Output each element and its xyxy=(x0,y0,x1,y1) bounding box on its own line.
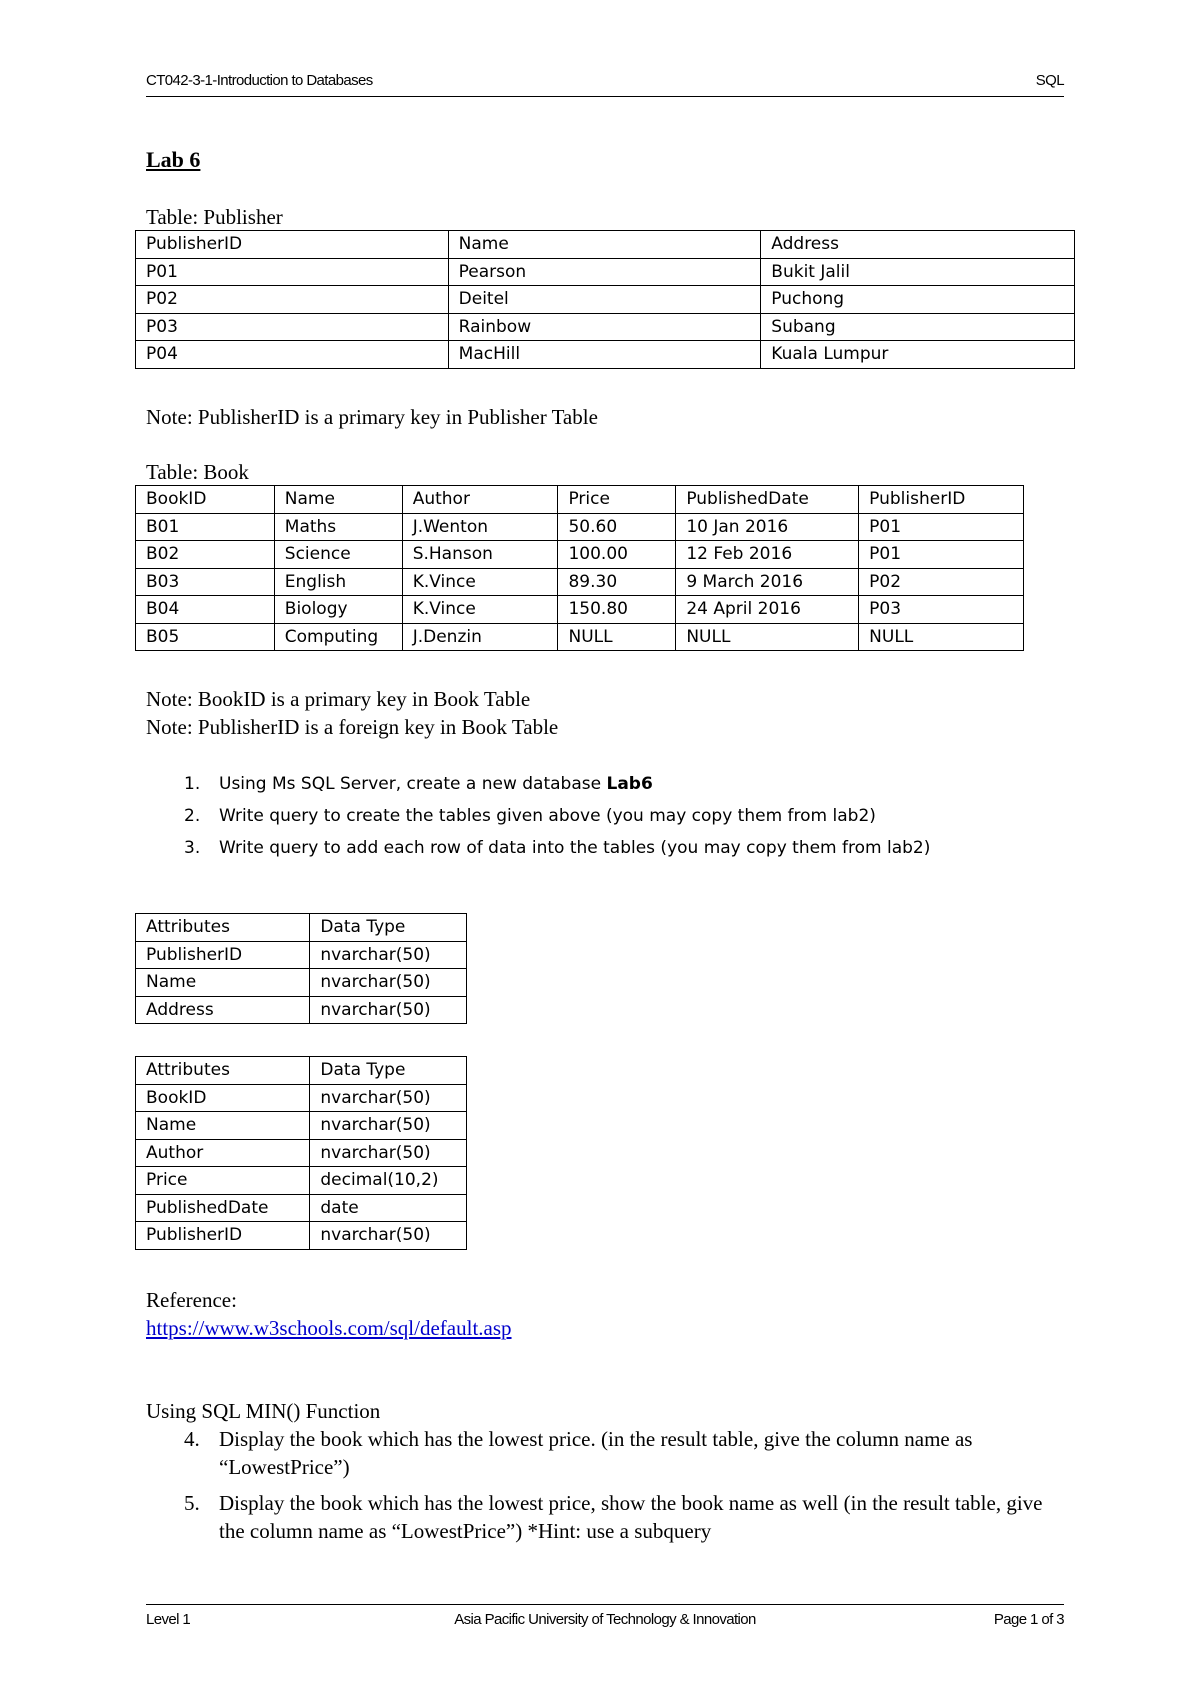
footer-institution: Asia Pacific University of Technology & Innovation xyxy=(454,1611,756,1628)
table-cell: Puchong xyxy=(761,286,1075,314)
table-cell: Computing xyxy=(274,623,402,651)
table-row xyxy=(136,541,1024,569)
table-cell: BookID xyxy=(136,1084,310,1112)
table-header-cell: Attributes xyxy=(136,1057,310,1085)
table-cell: 89.30 xyxy=(558,568,676,596)
table-cell: J.Denzin xyxy=(402,623,558,651)
table-row xyxy=(136,341,1075,369)
table-row xyxy=(136,941,467,969)
table-cell: decimal(10,2) xyxy=(310,1167,467,1195)
table-cell: 150.80 xyxy=(558,596,676,624)
table-cell: Price xyxy=(136,1167,310,1195)
table-header-cell: PublishedDate xyxy=(676,486,859,514)
table-cell: nvarchar(50) xyxy=(310,1112,467,1140)
table-row xyxy=(136,313,1075,341)
table-row xyxy=(136,596,1024,624)
table-row xyxy=(136,1222,467,1250)
table-cell: NULL xyxy=(676,623,859,651)
table-cell: P03 xyxy=(136,313,449,341)
table-cell: Science xyxy=(274,541,402,569)
publisher-caption: Table: Publisher xyxy=(146,205,283,229)
table-header-cell: Data Type xyxy=(310,1057,467,1085)
list-item: 2. Write query to create the tables given above (you may copy them from lab2) xyxy=(184,806,876,826)
table-cell: B02 xyxy=(136,541,275,569)
table-header-cell: BookID xyxy=(136,486,275,514)
table-row xyxy=(136,513,1024,541)
page-header xyxy=(146,72,1064,97)
section-title: Using SQL MIN() Function xyxy=(146,1399,381,1423)
table-cell: P02 xyxy=(136,286,449,314)
note-book-fk: Note: PublisherID is a foreign key in Book Table xyxy=(146,715,559,739)
publisher-datatype-table xyxy=(135,913,467,1024)
table-cell: PublisherID xyxy=(136,1222,310,1250)
list-item: 3. Write query to add each row of data into the tables (you may copy them from lab2) xyxy=(184,838,931,858)
table-cell: P03 xyxy=(859,596,1024,624)
footer-page-number: Page 1 of 3 xyxy=(993,1611,1064,1628)
table-row xyxy=(136,286,1075,314)
table-header-cell: Address xyxy=(761,231,1075,259)
note-publisher-pk: Note: PublisherID is a primary key in Publisher Table xyxy=(146,405,598,429)
book-caption: Table: Book xyxy=(146,460,249,484)
table-cell: J.Wenton xyxy=(402,513,558,541)
table-row xyxy=(136,258,1075,286)
table-header-cell: Name xyxy=(448,231,761,259)
table-cell: P02 xyxy=(859,568,1024,596)
table-cell: nvarchar(50) xyxy=(310,941,467,969)
table-cell: 50.60 xyxy=(558,513,676,541)
table-row xyxy=(136,1084,467,1112)
table-cell: NULL xyxy=(859,623,1024,651)
table-header-row xyxy=(136,1057,467,1085)
table-cell: B01 xyxy=(136,513,275,541)
table-cell: nvarchar(50) xyxy=(310,1084,467,1112)
table-cell: Maths xyxy=(274,513,402,541)
table-cell: PublishedDate xyxy=(136,1194,310,1222)
note-book-pk: Note: BookID is a primary key in Book Table xyxy=(146,687,531,711)
table-cell: nvarchar(50) xyxy=(310,1222,467,1250)
table-row xyxy=(136,1112,467,1140)
table-cell: 9 March 2016 xyxy=(676,568,859,596)
book-datatype-table xyxy=(135,1056,467,1250)
reference-link[interactable]: https://www.w3schools.com/sql/default.asp xyxy=(146,1316,512,1340)
table-cell: Kuala Lumpur xyxy=(761,341,1075,369)
lab-title: Lab 6 xyxy=(146,147,201,172)
table-header-cell: Name xyxy=(274,486,402,514)
page-footer xyxy=(146,1604,1064,1637)
table-cell: B05 xyxy=(136,623,275,651)
table-row xyxy=(136,1194,467,1222)
table-row xyxy=(136,1139,467,1167)
table-header-cell: PublisherID xyxy=(859,486,1024,514)
table-cell: P01 xyxy=(136,258,449,286)
table-cell: nvarchar(50) xyxy=(310,969,467,997)
table-cell: Name xyxy=(136,1112,310,1140)
table-header-cell: PublisherID xyxy=(136,231,449,259)
table-header-cell: Data Type xyxy=(310,914,467,942)
table-cell: P04 xyxy=(136,341,449,369)
table-header-cell: Author xyxy=(402,486,558,514)
table-cell: Subang xyxy=(761,313,1075,341)
table-cell: P01 xyxy=(859,513,1024,541)
table-row xyxy=(136,623,1024,651)
steps-list xyxy=(146,768,930,864)
table-cell: nvarchar(50) xyxy=(310,996,467,1024)
publisher-table xyxy=(135,230,1075,369)
table-cell: 12 Feb 2016 xyxy=(676,541,859,569)
table-cell: English xyxy=(274,568,402,596)
task-item: 4. Display the book which has the lowest price. (in the result table, give the column name as “LowestPrice”) xyxy=(184,1427,973,1479)
table-cell: B03 xyxy=(136,568,275,596)
table-cell: 24 April 2016 xyxy=(676,596,859,624)
table-row xyxy=(136,969,467,997)
table-cell: PublisherID xyxy=(136,941,310,969)
table-cell: Author xyxy=(136,1139,310,1167)
list-item: 1. Using Ms SQL Server, create a new database Lab6 xyxy=(184,774,653,794)
table-cell: Deitel xyxy=(448,286,761,314)
table-cell: MacHill xyxy=(448,341,761,369)
table-cell: NULL xyxy=(558,623,676,651)
book-table xyxy=(135,485,1024,651)
table-header-row xyxy=(136,486,1024,514)
task-item: 5. Display the book which has the lowest price, show the book name as well (in the result table, give the column name as “LowestPrice”) *Hint: use a subquery xyxy=(184,1491,1043,1543)
reference-label: Reference: xyxy=(146,1288,237,1312)
table-row xyxy=(136,996,467,1024)
header-topic: SQL xyxy=(1035,72,1064,89)
table-cell: S.Hanson xyxy=(402,541,558,569)
table-cell: 100.00 xyxy=(558,541,676,569)
table-cell: Name xyxy=(136,969,310,997)
table-cell: K.Vince xyxy=(402,596,558,624)
header-course: CT042-3-1-Introduction to Databases xyxy=(146,72,373,89)
table-cell: Biology xyxy=(274,596,402,624)
table-cell: date xyxy=(310,1194,467,1222)
table-cell: Rainbow xyxy=(448,313,761,341)
table-cell: Pearson xyxy=(448,258,761,286)
table-cell: nvarchar(50) xyxy=(310,1139,467,1167)
footer-level: Level 1 xyxy=(146,1611,191,1628)
table-row xyxy=(136,1167,467,1195)
table-cell: K.Vince xyxy=(402,568,558,596)
table-header-row xyxy=(136,231,1075,259)
table-header-cell: Price xyxy=(558,486,676,514)
table-cell: Address xyxy=(136,996,310,1024)
table-header-cell: Attributes xyxy=(136,914,310,942)
table-header-row xyxy=(136,914,467,942)
table-row xyxy=(136,568,1024,596)
table-cell: 10 Jan 2016 xyxy=(676,513,859,541)
table-cell: B04 xyxy=(136,596,275,624)
table-cell: Bukit Jalil xyxy=(761,258,1075,286)
table-cell: P01 xyxy=(859,541,1024,569)
